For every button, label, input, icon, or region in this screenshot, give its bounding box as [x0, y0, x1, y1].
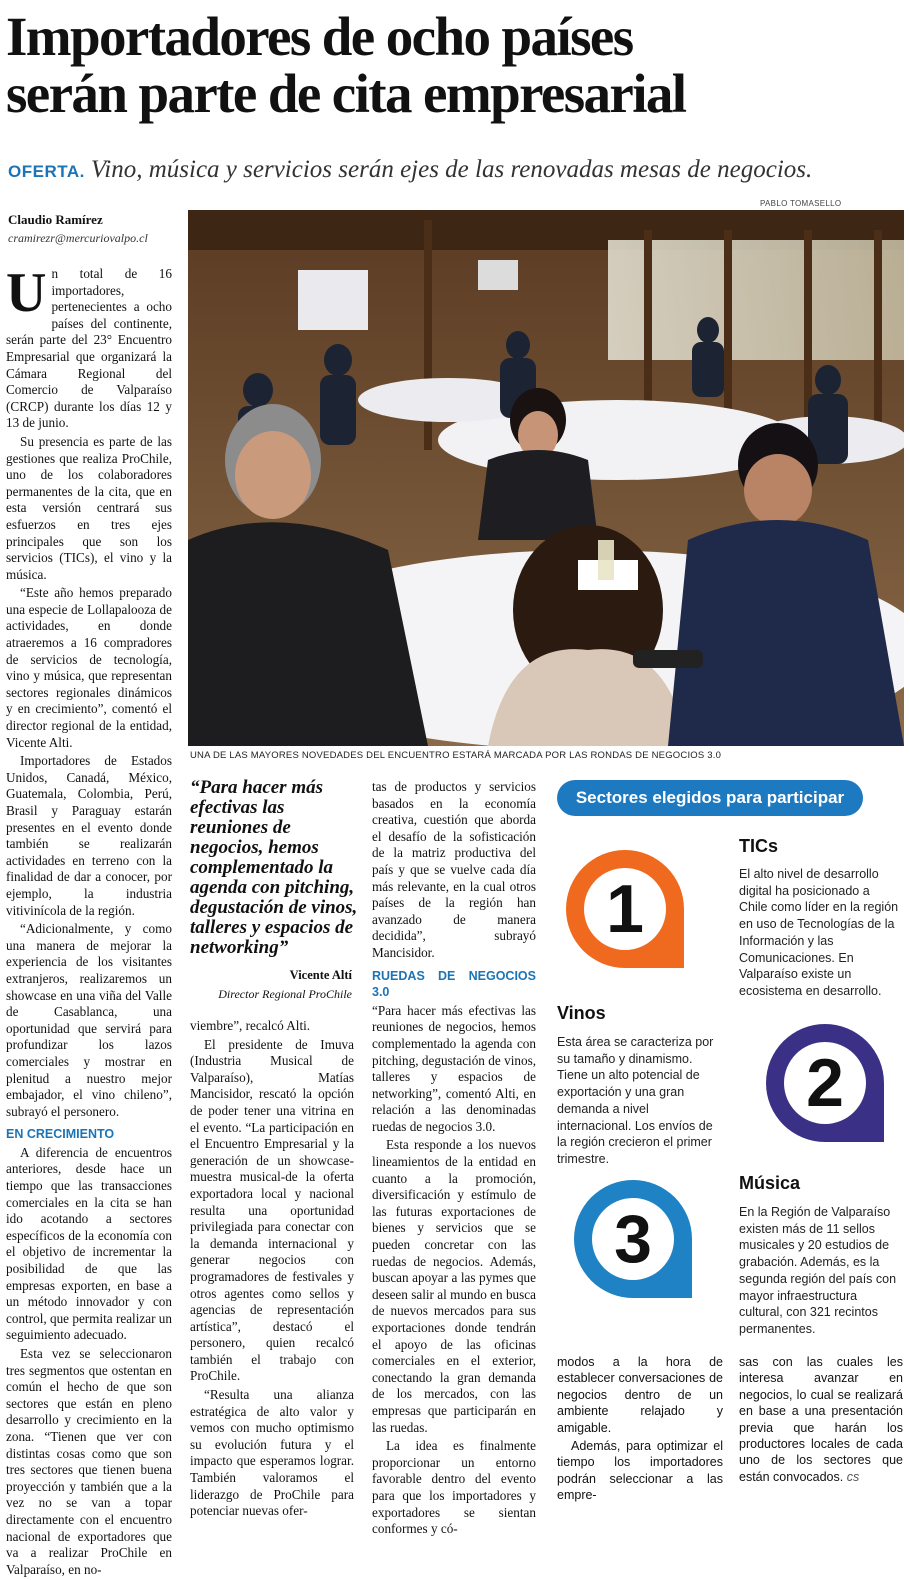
sector-2-name: Vinos [557, 1003, 606, 1023]
sector-3-number-badge [570, 1176, 696, 1302]
sector-3-text: En la Región de Valparaíso existen más de 11 sellos musicales y 20 estudios de grabación. Además, es la segunda región del país con mayor infraestructura cultural, con 321 recintos permanentes. [739, 1205, 897, 1336]
sector-3-name: Música [739, 1173, 801, 1193]
sector-1-number-badge [562, 846, 688, 972]
paragraph: Además, para optimizar el tiempo los importadores podrán seleccionar a las empre- [557, 1439, 723, 1503]
paragraph: modos a la hora de establecer conversaciones de negocios dentro de un ambiente relajado y amigable. [557, 1355, 723, 1435]
paragraph [739, 1354, 903, 1485]
paragraph: “Resulta una alianza estratégica de alto valor y vemos con mucho optimismo su evolución futura y el impacto que esperamos lograr. También valoramos el liderazgo de ProChile para potenciar nuevas ofer- [190, 1387, 354, 1519]
end-mark: cs [846, 1469, 860, 1484]
sector-2-number: 2 [806, 1045, 844, 1121]
pull-quote: “Para hacer más efectivas las reuniones de negocios, hemos complementado la agenda con pitching, degustación de vinos, talleres y espacios de networking” [190, 777, 358, 958]
paragraph-text: n total de 16 importadores, pertenecientes a ocho países del continente, serán parte del 23° Encuentro Empresarial que organizará la Cámara Regional del Comercio de Valparaíso (CRCP) durante los días 12 y 13 de junio. [6, 266, 172, 431]
article-column-3 [372, 779, 536, 1540]
article-column-2 [190, 1018, 354, 1522]
headline-line-2: serán parte de cita empresarial [6, 63, 686, 124]
sector-1-name: TICs [739, 836, 779, 856]
kicker [8, 156, 908, 184]
section-heading: EN CRECIMIENTO [6, 1127, 115, 1142]
kicker-text: Vino, música y servicios serán ejes de las renovadas mesas de negocios. [90, 156, 813, 183]
section-heading: RUEDAS DE NEGOCIOS 3.0 [372, 968, 536, 1000]
article-column-5 [739, 1354, 903, 1487]
event-photo-illustration [188, 210, 904, 746]
paragraph-text: sas con las cuales les interesa avanzar en negocios, lo cual se realizará en base a una presentación previa que harán los productores locales de cada uno de los sectores que están convocados. [739, 1355, 903, 1484]
headline-line-1: Importadores de ocho países [6, 6, 633, 67]
paragraph: Importadores de Estados Unidos, Canadá, México, Guatemala, Colombia, Perú, Brasil y Paraguay estarán presentes en el evento donde también se realizarán actividades en terreno con la finalidad de dar a conocer, por ejemplo, la industria vitivinícola de la región. [6, 753, 172, 918]
paragraph: Esta vez se seleccionaron tres segmentos que ostentan en común el hecho de que son sectores que están en pleno desarrollo y crecimiento en la zona. “Tienen que ver con distintas cosas como que son tres sectores que tienen buena proyección y también que a la vez no se van a topar directamente con el encuentro nacional de exportadores que va a realizar ProChile en Valparaíso, en no- [6, 1346, 172, 1577]
paragraph: La idea es finalmente proporcionar un entorno favorable dentro del evento para que los importadores y exportadores se sientan conformes y có- [372, 1438, 536, 1537]
article-column-4 [557, 1354, 723, 1506]
article-column-1 [6, 262, 172, 1580]
paragraph: El presidente de Imuva (Industria Musical de Valparaíso), Matías Mancisidor, rescató la opción de poder tener una vitrina en el evento. “La participación en el Encuentro Empresarial y la generación de un showcase-muestra musical-de la oferta exportadora local y nacional resulta una oportunidad privilegiada para conectar con la demanda internacional y generar negocios con programadores de festivales y otros agentes como sellos y agencias de representación artística”, destacó el personero, quien recalcó también el trabajo con ProChile. [190, 1036, 354, 1384]
photo-credit: PABLO TOMASELLO [760, 199, 842, 208]
sector-2-number-badge [762, 1020, 888, 1146]
paragraph: viembre”, recalcó Alti. [190, 1018, 311, 1033]
kicker-tag: OFERTA. [8, 162, 85, 181]
sectors-title: Sectores elegidos para participar [557, 780, 863, 816]
dropcap: U [6, 262, 47, 324]
photo-caption: UNA DE LAS MAYORES NOVEDADES DEL ENCUENTRO ESTARÁ MARCADA POR LAS RONDAS DE NEGOCIOS 3.0 [190, 750, 722, 761]
headline [6, 8, 906, 122]
paragraph: “Adicionalmente, y como una manera de mejorar la experiencia de los visitantes extranjeros, realizaremos un showcase en una viña del Valle de Casablanca, una oportunidad que servirá para profundizar los lazos comerciales y mostrar en plenitud a nuestro mejor embajador, el vino chileno”, subrayó el personero. [6, 921, 172, 1119]
paragraph [6, 262, 172, 432]
event-photo [188, 210, 904, 746]
paragraph: “Este año hemos preparado una especie de Lollapalooza de actividades, en donde atraeremos a 16 compradores de servicios de tecnología, vino y música, que representan sectores regionales dinámicos y en crecimiento”, comentó el director regional de la entidad, Vicente Alti. [6, 585, 172, 750]
byline-author: Claudio Ramírez [8, 212, 103, 227]
paragraph: A diferencia de encuentros anteriores, desde hace un tiempo que las transacciones comerciales en la cita se han ido acotando a sectores específicos de la economía con el objetivo de incrementar la posibilidad de que las empresas exporten, en base a un método innovador y con control, que permita realizar un seguimiento adecuado. [6, 1144, 172, 1343]
pull-quote-author: Vicente Altí [289, 968, 352, 982]
sector-2-text: Esta área se caracteriza por su tamaño y dinamismo. Tiene un alto potencial de exportación y una gran demanda a nivel internacional. Los envíos de la región crecieron el primer trimestre. [557, 1035, 714, 1166]
sector-3-number: 3 [614, 1201, 652, 1277]
pull-quote-role: Director Regional ProChile [218, 987, 352, 1001]
byline-email[interactable]: cramirezr@mercuriovalpo.cl [8, 231, 148, 245]
sector-1-number: 1 [606, 871, 644, 947]
sector-1-text: El alto nivel de desarrollo digital ha posicionado a Chile como líder en la región en uso de Tecnologías de la Información y las Comunicaciones. En Valparaíso existe un ecosistema en desarrollo. [739, 867, 899, 998]
paragraph: “Para hacer más efectivas las reuniones de negocios, hemos complementado la agenda con pitching, degustación de vinos, talleres y espacios de networking”, comentó Alti, en relación a las denominadas ruedas de negocios 3.0. [372, 1002, 536, 1134]
paragraph: Su presencia es parte de las gestiones que realiza ProChile, uno de los colaboradores permanentes de la cita, que en esta versión centrará sus esfuerzos en tres ejes principales que son los servicios (TICs), el vino y la música. [6, 433, 172, 582]
paragraph: tas de productos y servicios basados en la economía creativa, cuestión que aborda el desafío de la sofisticación de la matriz productiva del país y que se vuelve cada día más relevante, en la cual otros países de la región han avanzado de manera decidida”, subrayó Mancisidor. [372, 779, 536, 960]
paragraph: Esta responde a los nuevos lineamientos de la entidad en cuanto a la promoción, diversificación y estímulo de las futuras exportaciones de bienes y servicios que se pueden concretar con las ruedas de negocios. Además, buscan apoyar a las pymes que deseen salir al mundo en busca de nuevos mercados para sus exportaciones donde tendrán el apoyo de las oficinas comerciales en el exterior, conectando la gran demanda de los mercados, con las empresas que participarán en las ruedas. [372, 1137, 536, 1435]
